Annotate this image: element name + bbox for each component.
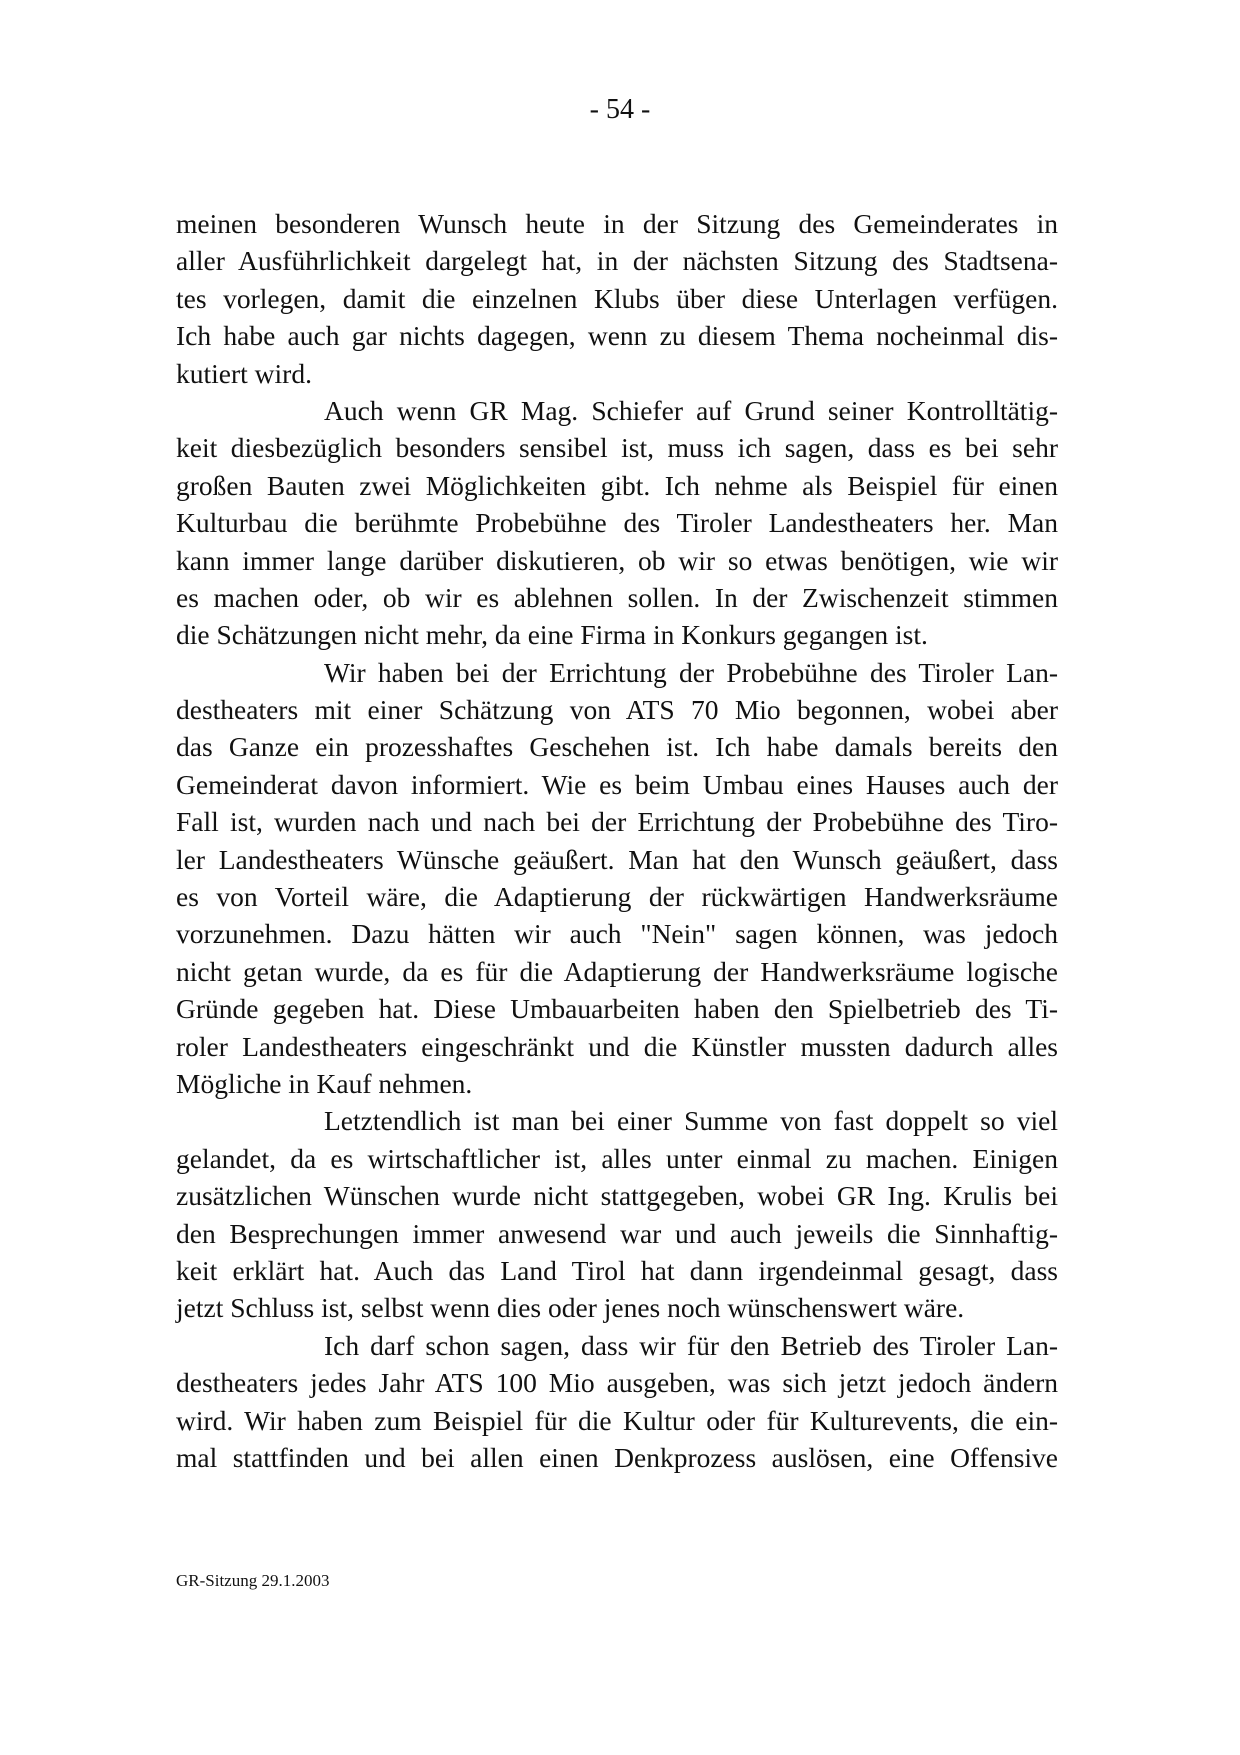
text-line: tes vorlegen, damit die einzelnen Klubs über diese Unterlagen verfügen. <box>176 282 1058 314</box>
text-line: kutiert wird. <box>176 357 312 389</box>
text-line: Auch wenn GR Mag. Schiefer auf Grund seiner Kontrolltätig- <box>324 394 1058 426</box>
paragraph <box>176 205 1058 392</box>
text-line: Wir haben bei der Errichtung der Probebühne des Tiroler Lan- <box>324 656 1058 688</box>
page-number: - 54 - <box>589 94 651 125</box>
text-line: mal stattfinden und bei allen einen Denkprozess auslösen, eine Offensive <box>176 1441 1058 1473</box>
text-line: großen Bauten zwei Möglichkeiten gibt. Ich nehme als Beispiel für einen <box>176 469 1058 501</box>
text-line: Fall ist, wurden nach und nach bei der Errichtung der Probebühne des Tiro- <box>176 806 1058 838</box>
text-line: zusätzlichen Wünschen wurde nicht stattgegeben, wobei GR Ing. Krulis bei <box>176 1180 1058 1212</box>
text-line: kann immer lange darüber diskutieren, ob wir so etwas benötigen, wie wir <box>176 544 1058 576</box>
text-line: destheaters jedes Jahr ATS 100 Mio ausgeben, was sich jetzt jedoch ändern <box>176 1367 1058 1399</box>
text-line: das Ganze ein prozesshaftes Geschehen ist. Ich habe damals bereits den <box>176 731 1058 763</box>
text-line: die Schätzungen nicht mehr, da eine Firma in Konkurs gegangen ist. <box>176 619 928 651</box>
text-line: meinen besonderen Wunsch heute in der Sitzung des Gemeinderates in <box>176 208 1058 239</box>
paragraph <box>176 654 1058 1103</box>
text-line: Mögliche in Kauf nehmen. <box>176 1067 473 1099</box>
text-line: nicht getan wurde, da es für die Adaptierung der Handwerksräume logische <box>176 955 1058 987</box>
text-line: Letztendlich ist man bei einer Summe von fast doppelt so viel <box>324 1105 1058 1137</box>
text-line: es machen oder, ob wir es ablehnen sollen. In der Zwischenzeit stimmen <box>176 581 1058 613</box>
text-line: den Besprechungen immer anwesend war und auch jeweils die Sinnhaftig- <box>176 1217 1058 1249</box>
text-line: gelandet, da es wirtschaftlicher ist, alles unter einmal zu machen. Einigen <box>176 1142 1058 1174</box>
paragraph <box>176 1102 1058 1326</box>
text-line: Gründe gegeben hat. Diese Umbauarbeiten haben den Spielbetrieb des Ti- <box>176 993 1058 1025</box>
paragraph <box>176 1327 1058 1477</box>
text-line: ler Landestheaters Wünsche geäußert. Man hat den Wunsch geäußert, dass <box>176 843 1058 875</box>
body-text <box>176 205 1058 1476</box>
text-line: aller Ausführlichkeit dargelegt hat, in der nächsten Sitzung des Stadtsena- <box>176 245 1058 277</box>
text-line: es von Vorteil wäre, die Adaptierung der rückwärtigen Handwerksräume <box>176 881 1058 913</box>
footer-session-date: GR-Sitzung 29.1.2003 <box>176 1571 330 1590</box>
text-line: roler Landestheaters eingeschränkt und die Künstler mussten dadurch alles <box>176 1030 1058 1062</box>
text-line: destheaters mit einer Schätzung von ATS 70 Mio begonnen, wobei aber <box>176 694 1058 726</box>
text-line: keit erklärt hat. Auch das Land Tirol hat dann irgendeinmal gesagt, dass <box>176 1254 1058 1286</box>
text-line: Kulturbau die berühmte Probebühne des Tiroler Landestheaters her. Man <box>176 507 1058 539</box>
text-line: Gemeinderat davon informiert. Wie es beim Umbau eines Hauses auch der <box>176 768 1058 800</box>
text-line: Ich habe auch gar nichts dagegen, wenn zu diesem Thema nocheinmal dis- <box>176 320 1058 352</box>
text-line: jetzt Schluss ist, selbst wenn dies oder jenes noch wünschenswert wäre. <box>176 1292 965 1324</box>
text-line: wird. Wir haben zum Beispiel für die Kultur oder für Kulturevents, die ein- <box>176 1404 1058 1436</box>
text-line: Ich darf schon sagen, dass wir für den Betrieb des Tiroler Lan- <box>324 1329 1058 1361</box>
text-line: vorzunehmen. Dazu hätten wir auch "Nein" sagen können, was jedoch <box>176 918 1058 950</box>
text-line: keit diesbezüglich besonders sensibel ist, muss ich sagen, dass es bei sehr <box>176 432 1058 464</box>
paragraph <box>176 392 1058 654</box>
